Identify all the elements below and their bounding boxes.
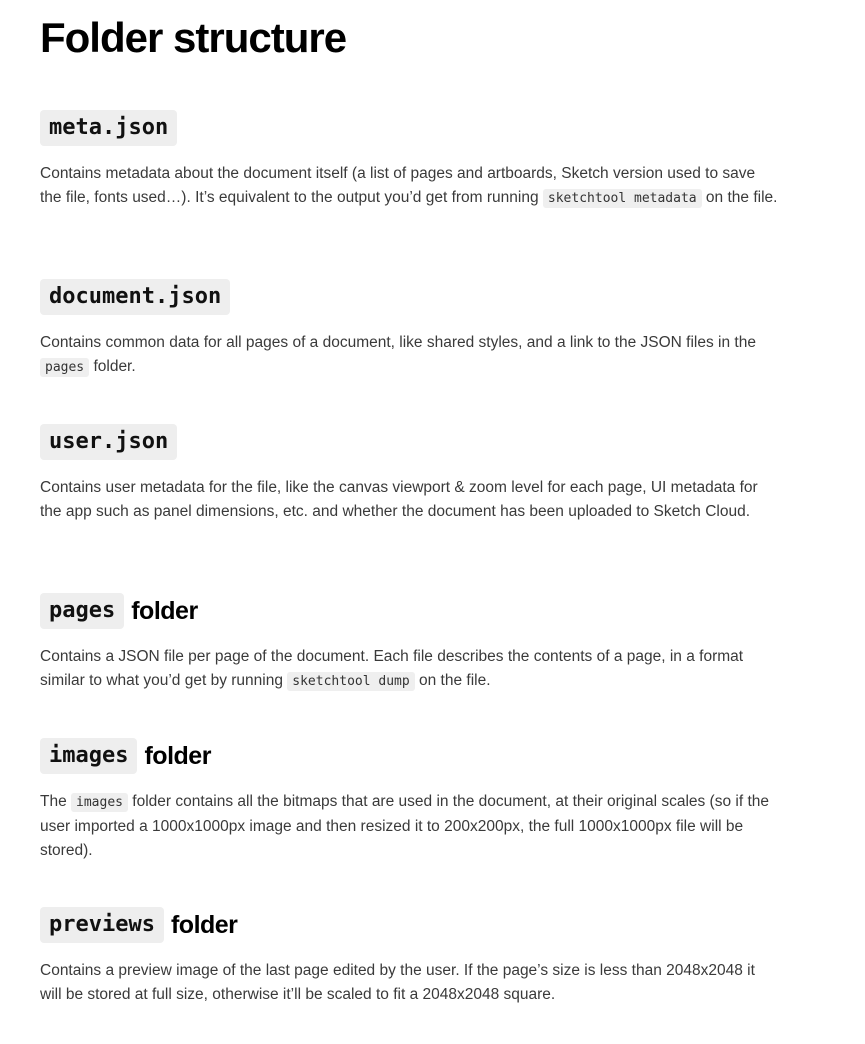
section-pages-folder bbox=[40, 593, 780, 694]
inline-code: pages bbox=[40, 358, 89, 377]
inline-code: sketchtool dump bbox=[287, 672, 414, 691]
section-heading bbox=[40, 738, 780, 774]
section-previews-folder bbox=[40, 907, 780, 1007]
section-body bbox=[40, 790, 780, 863]
body-text: folder contains all the bitmaps that are used in the document, at their original scales (so if the user imported a 1000x1000px image and then resized it to 200x200px, the full 1000x1000px file will be stored). bbox=[40, 793, 770, 859]
heading-code: user.json bbox=[40, 424, 177, 460]
section-heading bbox=[40, 593, 780, 629]
heading-code: pages bbox=[40, 593, 124, 629]
body-text: Contains metadata about the document itself (a list of pages and artboards, Sketch version used to save the file, fonts used…). It’s equivalent to the output you’d get from running bbox=[40, 165, 756, 206]
body-text: The bbox=[40, 793, 72, 810]
page-title: Folder structure bbox=[40, 14, 347, 61]
body-text: Contains a JSON file per page of the document. Each file describes the contents of a page, in a format similar to what you’d get by running bbox=[40, 648, 744, 689]
section-body bbox=[40, 162, 780, 211]
inline-code: images bbox=[71, 793, 128, 812]
body-text: folder. bbox=[89, 358, 136, 375]
inline-code: sketchtool metadata bbox=[543, 189, 702, 208]
body-text: on the file. bbox=[701, 189, 778, 206]
section-body bbox=[40, 331, 780, 380]
section-meta-json bbox=[40, 110, 780, 211]
section-heading bbox=[40, 279, 780, 315]
heading-code: images bbox=[40, 738, 137, 774]
body-text: on the file. bbox=[414, 672, 491, 689]
section-body bbox=[40, 476, 780, 524]
section-body bbox=[40, 645, 780, 694]
body-text: Contains common data for all pages of a document, like shared styles, and a link to the JSON files in the bbox=[40, 334, 756, 351]
section-document-json bbox=[40, 279, 780, 380]
section-heading bbox=[40, 424, 780, 460]
body-text: Contains a preview image of the last page edited by the user. If the page’s size is less than 2048x2048 it will be stored at full size, otherwise it’ll be scaled to fit a 2048x2048 square. bbox=[40, 962, 755, 1003]
heading-word: folder bbox=[131, 596, 198, 625]
section-user-json bbox=[40, 424, 780, 524]
heading-word: folder bbox=[170, 910, 238, 939]
heading-word: folder bbox=[144, 741, 211, 770]
heading-code: document.json bbox=[40, 279, 230, 315]
heading-code: previews bbox=[40, 907, 164, 943]
section-images-folder bbox=[40, 738, 780, 863]
heading-code: meta.json bbox=[40, 110, 177, 146]
section-body bbox=[40, 959, 780, 1007]
section-heading bbox=[40, 110, 780, 146]
section-heading bbox=[40, 907, 780, 943]
body-text: Contains user metadata for the file, like the canvas viewport & zoom level for each page, UI metadata for the app such as panel dimensions, etc. and whether the document has been uploaded to Sketch Cloud. bbox=[40, 479, 758, 520]
